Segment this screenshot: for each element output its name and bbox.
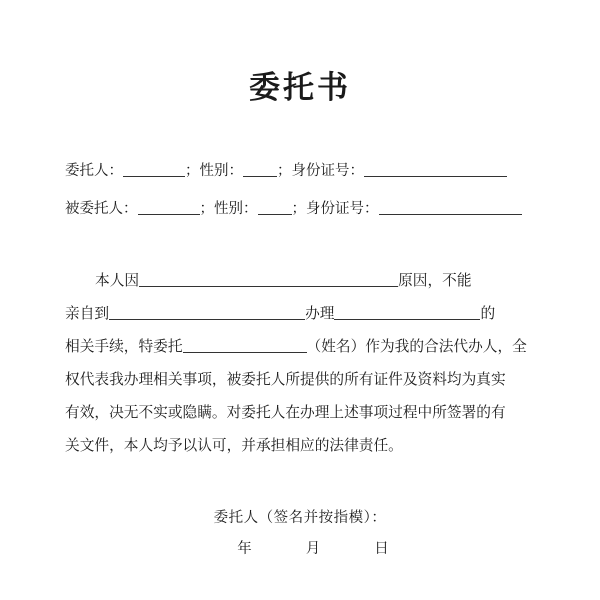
entrustee-name-input[interactable] <box>138 199 200 215</box>
party-info-block <box>60 152 540 228</box>
body-line-1 <box>65 264 540 297</box>
handle-middle-label: 办理 <box>305 305 335 323</box>
signature-label: 委托人（签名并按指模）： <box>213 510 387 526</box>
body-text-block <box>60 264 540 462</box>
signature-block <box>60 502 540 564</box>
handle-suffix-label: 的 <box>480 305 496 323</box>
entrustee-id-label: ；身份证号： <box>291 201 379 218</box>
entrustee-id-input[interactable] <box>379 199 522 215</box>
body-line-4: 权代表我办理相关事项，被委托人所提供的所有证件及资料均为真实 <box>65 371 506 389</box>
reason-prefix-label: 本人因 <box>95 272 140 290</box>
reason-suffix-label: 原因，不能 <box>398 272 472 290</box>
date-line <box>60 534 540 564</box>
entruster-name-input[interactable] <box>123 161 185 177</box>
body-line-5: 有效，决无不实或隐瞒。对委托人在办理上述事项过程中所签署的有 <box>65 404 506 422</box>
entruster-gender-input[interactable] <box>243 161 277 177</box>
entruster-name-label: 委托人： <box>65 163 123 180</box>
body-line-3 <box>65 330 540 363</box>
page-title: 委托书 <box>249 70 351 106</box>
body-line-2 <box>65 297 540 330</box>
year-label: 年 <box>237 541 252 557</box>
entrustee-gender-input[interactable] <box>258 199 292 215</box>
day-label: 日 <box>374 541 389 557</box>
entrust-suffix-label: （姓名）作为我的合法代办人，全 <box>306 338 527 356</box>
entruster-line <box>65 152 540 190</box>
entrustee-line <box>65 190 540 228</box>
entrustee-name-label: 被委托人： <box>65 201 138 218</box>
agent-name-input[interactable] <box>183 337 307 353</box>
body-line-6: 关文件，本人均予以认可，并承担相应的法律责任。 <box>65 437 403 455</box>
entruster-id-input[interactable] <box>364 161 507 177</box>
entrust-prefix-label: 相关手续，特委托 <box>65 338 183 356</box>
reason-input[interactable] <box>139 271 398 287</box>
entruster-id-label: ；身份证号： <box>277 163 364 180</box>
entrustee-gender-label: ；性别： <box>199 201 258 218</box>
entruster-gender-label: ；性别： <box>185 163 243 180</box>
location-input[interactable] <box>109 304 305 320</box>
location-prefix-label: 亲自到 <box>65 305 110 323</box>
matter-input[interactable] <box>334 304 480 320</box>
month-label: 月 <box>305 541 321 557</box>
